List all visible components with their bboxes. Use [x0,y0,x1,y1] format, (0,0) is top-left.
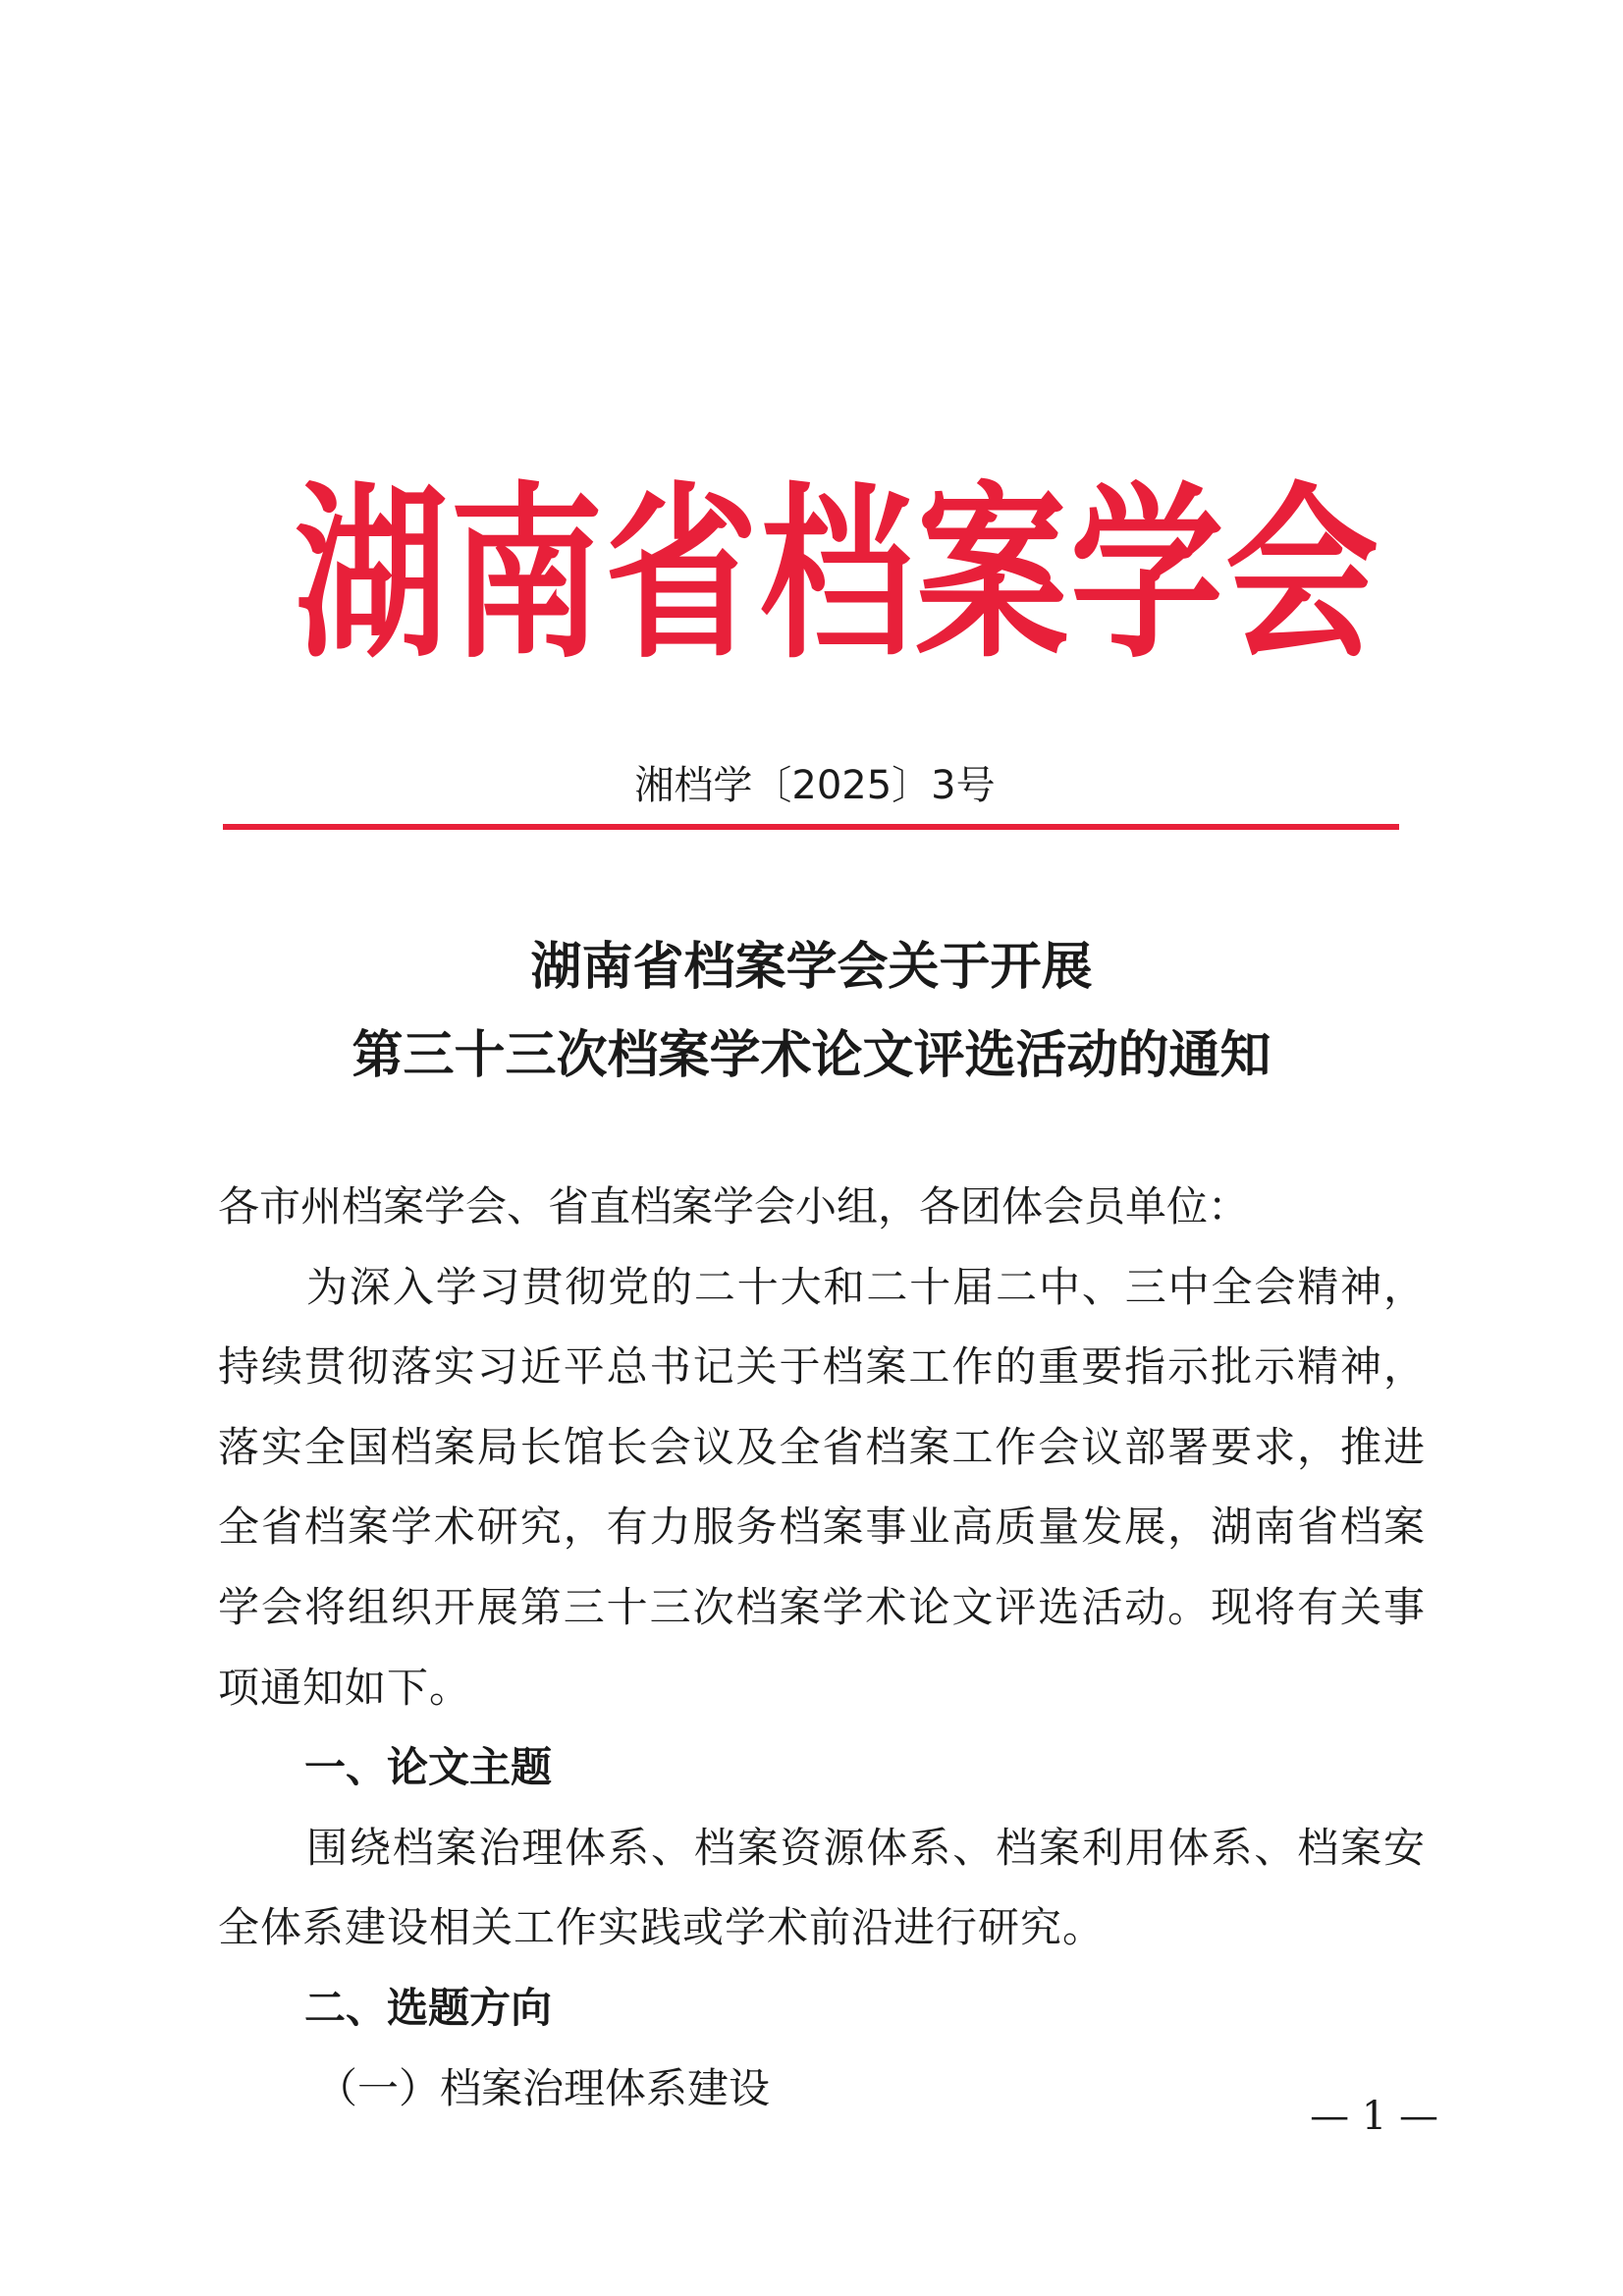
intro-paragraph: 为深入学习贯彻党的二十大和二十届二中、三中全会精神，持续贯彻落实习近平总书记关于档案工作的重要指示批示精神，落实全国档案局长馆长会议及全省档案工作会议部署要求，推进全省档案学术研究，有力服务档案事业高质量发展，湖南省档案学会将组织开展第三十三次档案学术论文评选活动。现将有关事项通知如下。 [218,1262,1426,1712]
section-heading-direction: 二、选题方向 [304,1983,553,2032]
subsection-heading-governance: （一）档案治理体系建设 [316,2063,771,2112]
document-number: 湘档学〔2025〕3号 [634,763,996,808]
red-divider-line [223,824,1399,830]
notice-body [218,1167,1426,2128]
page-number: — 1 — [1310,2094,1438,2139]
section-heading-topic: 一、论文主题 [304,1743,553,1792]
salutation: 各市州档案学会、省直档案学会小组，各团体会员单位： [218,1182,1250,1230]
topic-paragraph: 围绕档案治理体系、档案资源体系、档案利用体系、档案安全体系建设相关工作实践或学术前沿进行研究。 [218,1823,1426,1952]
notice-title-line-1: 湖南省档案学会关于开展 [530,938,1093,997]
organization-header: 湖南省档案学会 [295,465,1380,684]
notice-title-line-2: 第三十三次档案学术论文评选活动的通知 [352,1026,1271,1085]
